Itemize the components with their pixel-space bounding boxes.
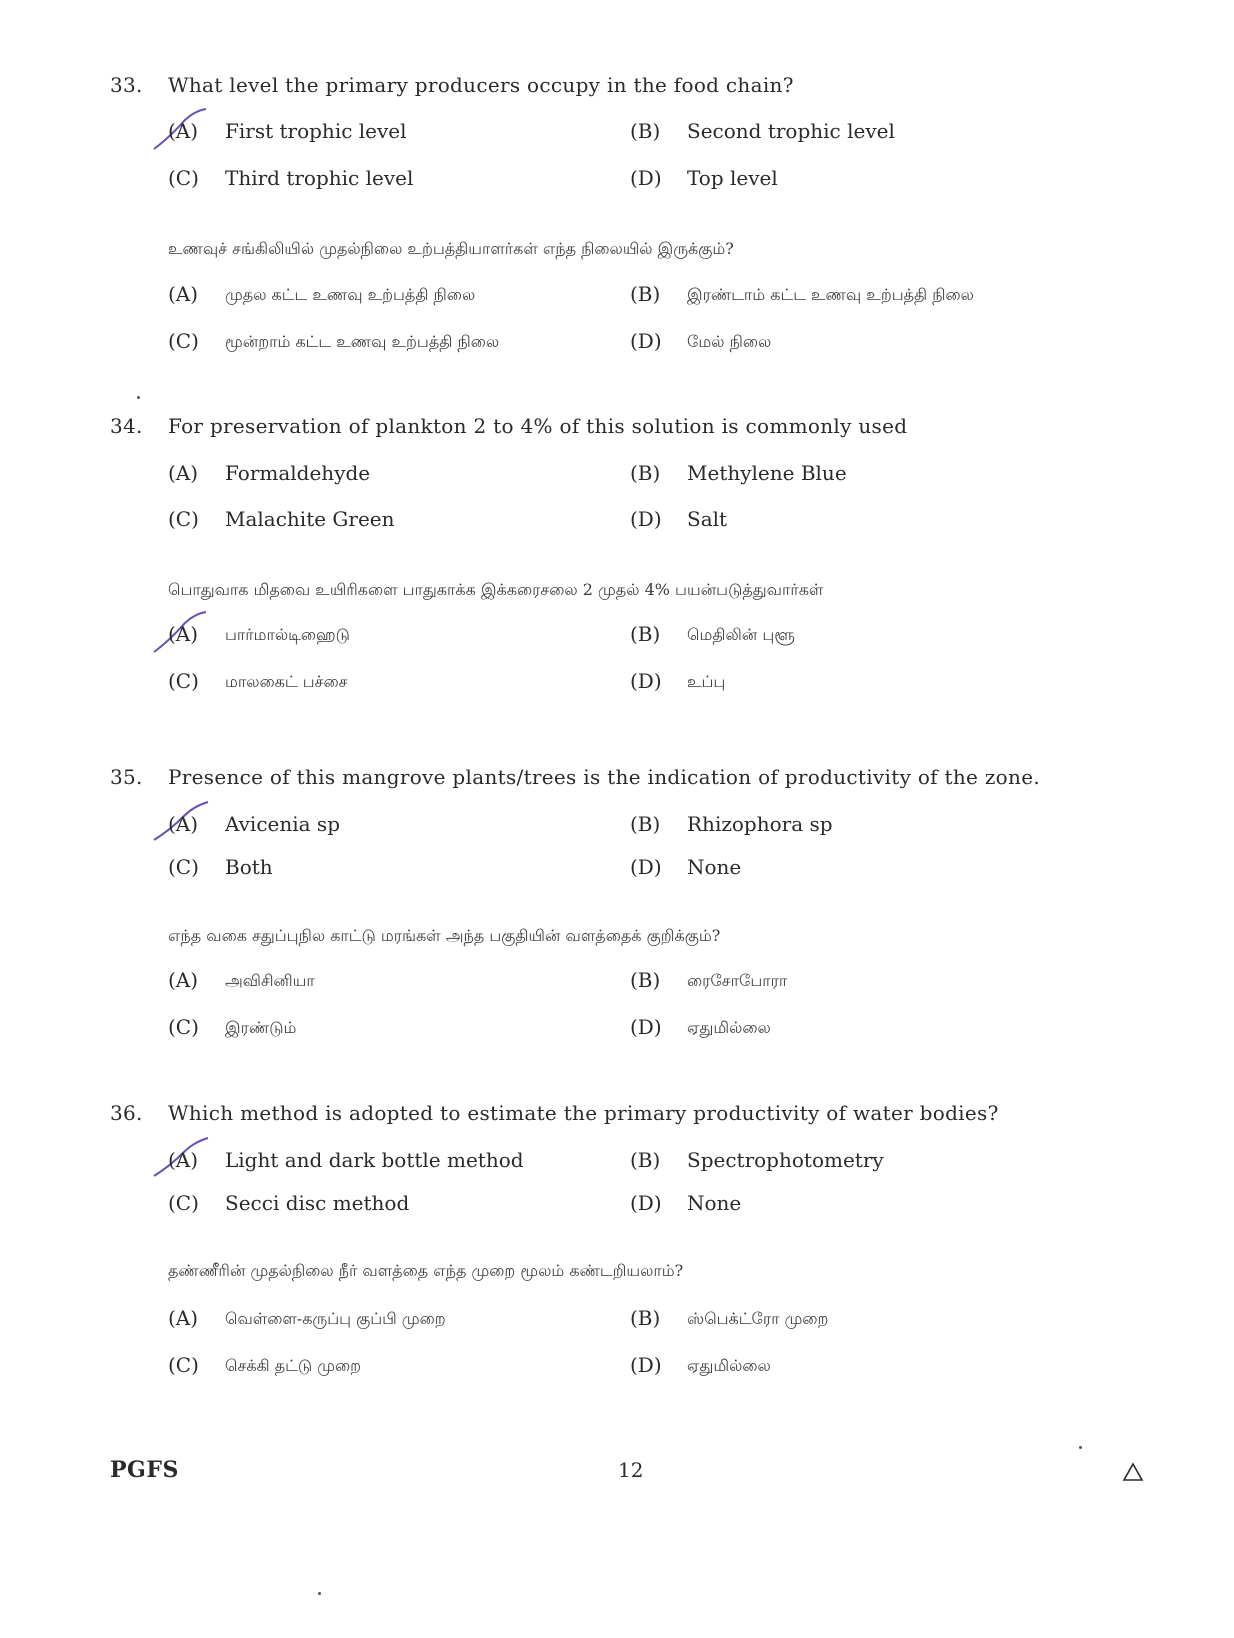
- option-letter: (C): [168, 329, 199, 353]
- option-letter: (B): [630, 461, 661, 485]
- option-letter: (B): [630, 968, 661, 992]
- option-letter: (A): [168, 282, 199, 306]
- question-text: For preservation of plankton 2 to 4% of this solution is commonly used: [168, 414, 908, 438]
- option-text: ரைசோபோரா: [687, 971, 788, 990]
- option-letter: (D): [630, 507, 662, 531]
- option-letter: (D): [630, 1191, 662, 1215]
- option-text: வெள்ளை-கருப்பு குப்பி முறை: [225, 1309, 446, 1328]
- option-text: ஸ்பெக்ட்ரோ முறை: [687, 1309, 829, 1328]
- option-text: Third trophic level: [225, 166, 414, 190]
- option-text: செக்கி தட்டு முறை: [225, 1356, 362, 1375]
- question-number: 34.: [110, 414, 143, 438]
- option-text: மேல் நிலை: [687, 332, 772, 351]
- option-text: இரண்டாம் கட்ட உணவு உற்பத்தி நிலை: [687, 285, 974, 304]
- option-letter: (D): [630, 1353, 662, 1377]
- tamil-question-text: உணவுச் சங்கிலியில் முதல்நிலை உற்பத்தியாளர்கள் எந்த நிலையில் இருக்கும்?: [168, 239, 734, 258]
- option-text: Light and dark bottle method: [225, 1148, 524, 1172]
- question-number: 36.: [110, 1101, 143, 1125]
- option-text: Spectrophotometry: [687, 1148, 884, 1172]
- option-letter: (A): [168, 461, 199, 485]
- option-letter: (D): [630, 329, 662, 353]
- option-letter: (C): [168, 1015, 199, 1039]
- option-text: Top level: [687, 166, 778, 190]
- option-text: Formaldehyde: [225, 461, 371, 485]
- option-letter: (B): [630, 812, 661, 836]
- option-text: பார்மால்டிஹைடு: [225, 625, 350, 644]
- question-number: 35.: [110, 765, 143, 789]
- option-letter: (B): [630, 1306, 661, 1330]
- option-letter: (D): [630, 669, 662, 693]
- option-text: Salt: [687, 507, 728, 531]
- scan-speck: [318, 1592, 321, 1595]
- triangle-icon: [1122, 1462, 1144, 1482]
- option-letter: (C): [168, 166, 199, 190]
- option-letter: (D): [630, 855, 662, 879]
- option-letter: (C): [168, 855, 199, 879]
- option-letter: (B): [630, 1148, 661, 1172]
- option-letter: (A): [168, 812, 199, 836]
- option-letter: (D): [630, 166, 662, 190]
- page-number: 12: [618, 1458, 644, 1482]
- scan-speck: [1079, 1446, 1082, 1449]
- option-text: உப்பு: [687, 672, 726, 691]
- option-text: Methylene Blue: [687, 461, 847, 485]
- question-text: What level the primary producers occupy in the food chain?: [168, 73, 794, 97]
- option-letter: (A): [168, 1306, 199, 1330]
- option-text: Avicenia sp: [225, 812, 340, 836]
- option-letter: (C): [168, 507, 199, 531]
- paper-code: PGFS: [110, 1457, 179, 1483]
- option-letter: (A): [168, 622, 199, 646]
- question-text: Presence of this mangrove plants/trees is the indication of productivity of the zone.: [168, 765, 1040, 789]
- option-text: Malachite Green: [225, 507, 395, 531]
- option-text: Rhizophora sp: [687, 812, 833, 836]
- option-text: மாலகைட் பச்சை: [225, 672, 348, 691]
- tamil-question-text: எந்த வகை சதுப்புநில காட்டு மரங்கள் அந்த பகுதியின் வளத்தைக் குறிக்கும்?: [168, 926, 721, 945]
- option-text: முதல கட்ட உணவு உற்பத்தி நிலை: [225, 285, 476, 304]
- option-letter: (D): [630, 1015, 662, 1039]
- option-letter: (C): [168, 1191, 199, 1215]
- tamil-question-text: தண்ணீரின் முதல்நிலை நீர் வளத்தை எந்த முறை மூலம் கண்டறியலாம்?: [168, 1261, 684, 1280]
- option-letter: (B): [630, 119, 661, 143]
- option-letter: (A): [168, 119, 199, 143]
- option-text: Secci disc method: [225, 1191, 410, 1215]
- option-text: மூன்றாம் கட்ட உணவு உற்பத்தி நிலை: [225, 332, 500, 351]
- option-letter: (A): [168, 968, 199, 992]
- question-text: Which method is adopted to estimate the primary productivity of water bodies?: [168, 1101, 999, 1125]
- option-text: அவிசினியா: [225, 971, 315, 990]
- option-letter: (C): [168, 669, 199, 693]
- question-number: 33.: [110, 73, 143, 97]
- tamil-question-text: பொதுவாக மிதவை உயிரிகளை பாதுகாக்க இக்கரைசலை 2 முதல் 4% பயன்படுத்துவார்கள்: [168, 580, 824, 599]
- option-text: First trophic level: [225, 119, 407, 143]
- option-text: ஏதுமில்லை: [687, 1018, 771, 1037]
- option-text: இரண்டும்: [225, 1018, 297, 1037]
- option-letter: (C): [168, 1353, 199, 1377]
- option-text: Both: [225, 855, 273, 879]
- scan-speck: [137, 396, 140, 399]
- option-letter: (B): [630, 622, 661, 646]
- option-text: ஏதுமில்லை: [687, 1356, 771, 1375]
- option-text: None: [687, 855, 742, 879]
- option-text: மெதிலின் புளூ: [687, 625, 795, 644]
- option-text: Second trophic level: [687, 119, 895, 143]
- option-letter: (A): [168, 1148, 199, 1172]
- option-text: None: [687, 1191, 742, 1215]
- option-letter: (B): [630, 282, 661, 306]
